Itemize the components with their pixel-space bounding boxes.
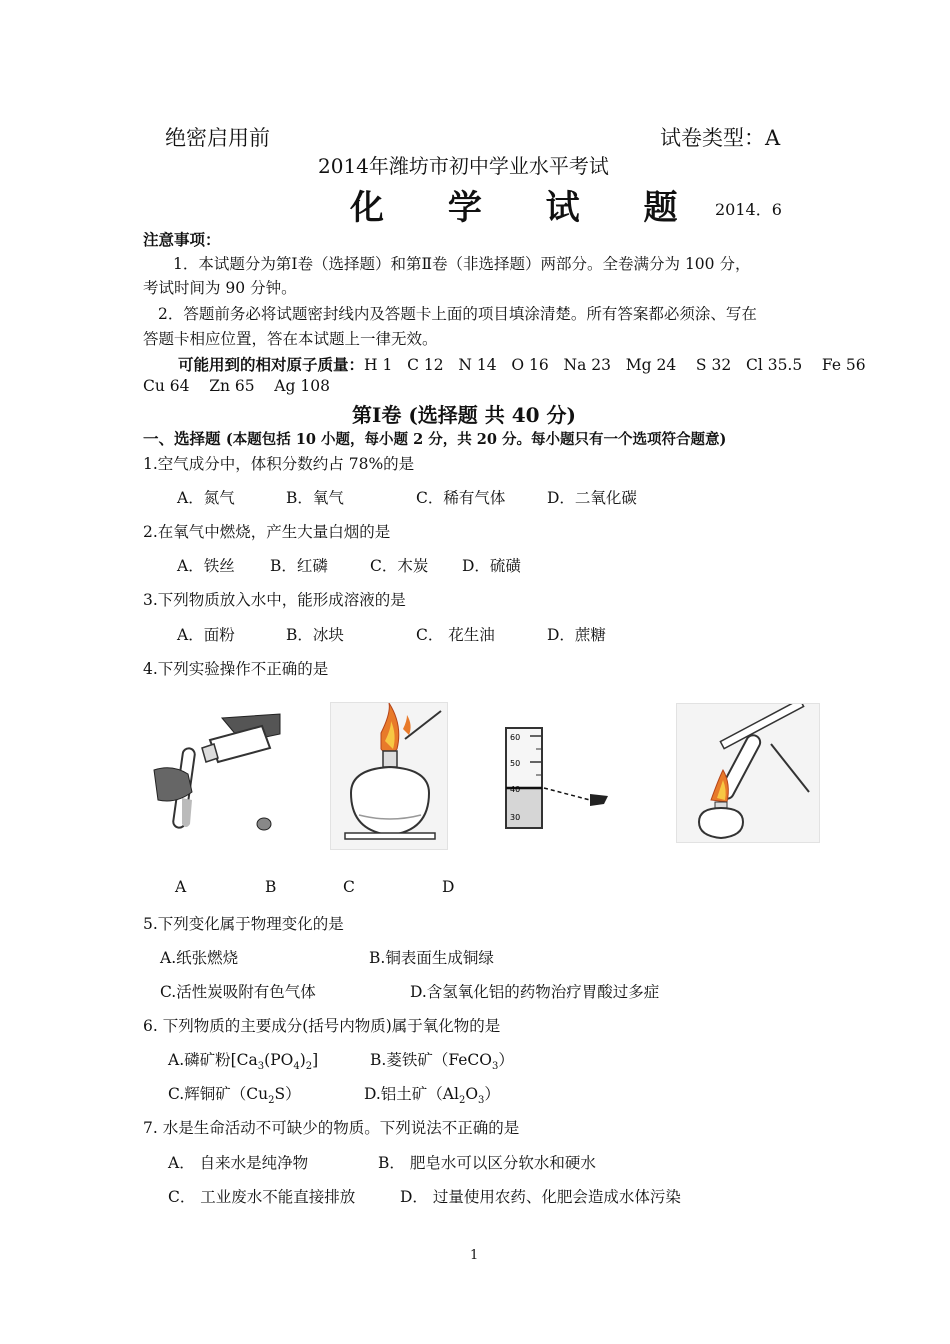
q5-option-a: A.纸张燃烧 [160,949,239,967]
q7-option-a: A． 自来水是纯净物 [168,1154,309,1172]
section-1-heading [143,427,726,449]
part-1-title: 第Ⅰ卷 (选择题 共 40 分) [352,403,576,427]
q6-stem: 6. 下列物质的主要成分(括号内物质)属于氧化物的是 [143,1017,501,1035]
figure-d-heating-test-tube [676,703,820,843]
q3-option-a: A．面粉 [177,626,235,644]
q5-option-c: C.活性炭吸附有色气体 [160,983,316,1001]
q4-label-b: B [265,878,277,896]
section-1-description: (本题包括 10 小题，每小题 2 分，共 20 分。每小题只有一个选项符合题意) [225,431,727,448]
exam-date: 2014．6 [715,200,782,219]
figure-a-pouring-liquid [152,708,282,838]
q2-option-c: C．木炭 [370,557,429,575]
cylinder-tick-60: 60 [510,733,521,742]
figure-c-reading-cylinder [498,724,620,834]
exam-name: 2014年潍坊市初中学业水平考试 [318,154,609,178]
confidential-label: 绝密启用前 [165,126,270,150]
notice-item-1-line-1: 1．本试题分为第Ⅰ卷（选择题）和第Ⅱ卷（非选择题）两部分。全卷满分为 100 分， [173,255,751,273]
q4-label-a: A [175,878,187,896]
q1-option-c: C．稀有气体 [416,489,506,507]
q1-stem: 1.空气成分中，体积分数约占 78%的是 [143,455,415,473]
q5-option-b: B.铜表面生成铜绿 [369,949,494,967]
q6-option-d: D.铝土矿$(Al_2O_3)$ [364,1085,500,1107]
cylinder-tick-30: 30 [510,813,521,822]
atomic-mass-label: 可能用到的相对原子质量： [178,356,365,374]
page-number: 1 [470,1248,479,1263]
q7-option-b: B． 肥皂水可以区分软水和硬水 [378,1154,596,1172]
notice-heading: 注意事项： [143,231,221,249]
q7-stem: 7. 水是生命活动不可缺少的物质。下列说法不正确的是 [143,1119,520,1137]
q2-option-a: A．铁丝 [177,557,235,575]
q5-stem: 5.下列变化属于物理变化的是 [143,915,344,933]
q3-option-b: B．冰块 [286,626,344,644]
notice-item-1-line-2: 考试时间为 90 分钟。 [143,279,297,297]
page-title: 化 学 试 题 [350,188,704,228]
section-1-label: 一、选择题 [143,430,221,448]
q3-option-c: C． 花生油 [416,626,495,644]
q6-option-b: B.菱铁矿（FeCO$_3$） [370,1051,514,1073]
q1-option-d: D．二氧化碳 [547,489,637,507]
paper-type-label: 试卷类型：A [660,126,781,150]
atomic-mass-line-2: Cu 64 Zn 65 Ag 108 [143,377,330,395]
q5-option-d: D.含氢氧化铝的药物治疗胃酸过多症 [410,983,660,1001]
eye-icon [590,794,608,806]
q7-option-c: C． 工业废水不能直接排放 [168,1188,356,1206]
atomic-mass-values: H 1 C 12 N 14 O 16 Na 23 Mg 24 S 32 Cl 35.5 Fe 56 [364,356,866,374]
atomic-mass-line-1 [178,353,866,375]
q3-stem: 3.下列物质放入水中，能形成溶液的是 [143,591,406,609]
notice-item-2-line-1: 2．答题前务必将试题密封线内及答题卡上面的项目填涂清楚。所有答案都必须涂、写在 [158,305,757,323]
q2-option-b: B．红磷 [270,557,328,575]
q6-option-a: A.磷矿粉$[Ca_3(PO_4)_2]$ [168,1051,319,1073]
figure-b-lighting-alcohol-lamp [330,702,448,850]
q1-option-b: B．氧气 [286,489,344,507]
cylinder-tick-50: 50 [510,759,521,768]
q1-option-a: A．氮气 [177,489,235,507]
q4-label-c: C [343,878,355,896]
cylinder-tick-40: 40 [510,785,521,794]
q2-stem: 2.在氧气中燃烧，产生大量白烟的是 [143,523,391,541]
q2-option-d: D．硫磺 [462,557,521,575]
notice-item-2-line-2: 答题卡相应位置，答在本试题上一律无效。 [143,330,438,348]
q3-option-d: D．蔗糖 [547,626,606,644]
q7-option-d: D． 过量使用农药、化肥会造成水体污染 [400,1188,681,1206]
q6-option-c: C.辉铜矿$(Cu_2S)$ [168,1085,301,1107]
q4-stem: 4.下列实验操作不正确的是 [143,660,329,678]
q4-label-d: D [442,878,455,896]
